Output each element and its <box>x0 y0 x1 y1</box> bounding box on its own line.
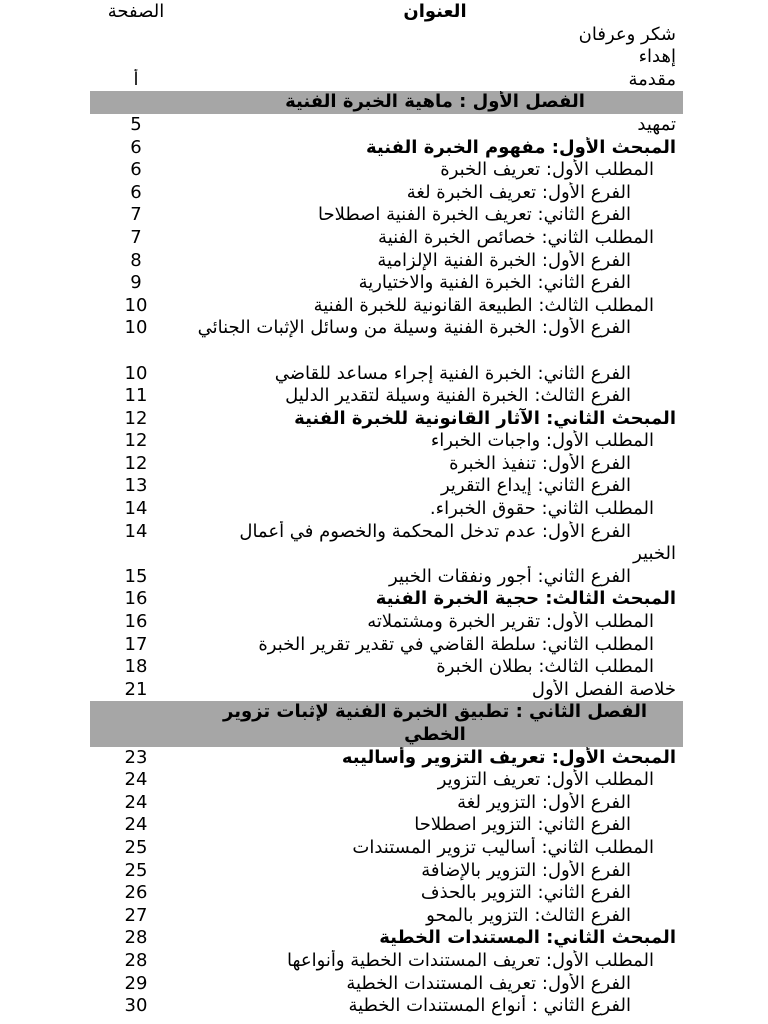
entry-page: 26 <box>124 882 148 904</box>
toc-entry <box>90 611 683 634</box>
toc-entry <box>90 204 683 227</box>
entry-page: 14 <box>124 498 148 520</box>
entry-page: 21 <box>124 678 148 700</box>
entry-page: 5 <box>130 113 142 135</box>
chapter-title: الفصل الأول : ماهية الخبرة الفنية <box>285 91 585 113</box>
entry-title: الفرع الثالث: التزوير بالمحو <box>426 904 631 926</box>
entry-page: 30 <box>124 995 148 1017</box>
entry-title: المطلب الأول: تعريف الخبرة <box>440 159 654 181</box>
entry-page: 23 <box>124 746 148 768</box>
toc-entry <box>90 679 683 702</box>
entry-title: المطلب الأول: واجبات الخبراء <box>430 430 654 452</box>
toc-entry <box>90 430 683 453</box>
entry-title: المطلب الثاني: حقوق الخبراء. <box>429 498 654 520</box>
toc-entry <box>90 521 683 566</box>
entry-title: المبحث الثاني: الآثار القانونية للخبرة الفنية <box>294 407 676 429</box>
entry-title: الفرع الأول: التزوير لغة <box>457 791 631 813</box>
entry-page: 8 <box>130 249 142 271</box>
entry-page: أ <box>133 68 139 90</box>
toc-entry <box>90 814 683 837</box>
entry-title: المطلب الثالث: الطبيعة القانونية للخبرة الفنية <box>313 294 654 316</box>
toc-entry <box>90 973 683 996</box>
entry-title: الفرع الأول: تعريف الخبرة لغة <box>406 181 631 203</box>
column-header-page: الصفحة <box>107 1 165 22</box>
entry-title: الفرع الأول: الخبرة الفنية وسيلة من وسائل الإثبات الجنائي <box>197 317 631 339</box>
entry-page: 10 <box>124 317 148 339</box>
toc-entry <box>90 317 683 362</box>
entry-title: المطلب الثالث: بطلان الخبرة <box>436 656 654 678</box>
entry-page: 9 <box>130 272 142 294</box>
entry-page: 12 <box>124 407 148 429</box>
toc-entry <box>90 995 683 1018</box>
entry-title: الفرع الثاني : أنواع المستندات الخطية <box>348 995 631 1017</box>
entry-page: 24 <box>124 791 148 813</box>
entry-title: المطلب الثاني: أساليب تزوير المستندات <box>352 836 654 858</box>
entry-page <box>90 46 182 69</box>
chapter-page-cell <box>90 91 182 114</box>
entry-title: المطلب الثاني: سلطة القاضي في تقدير تقرير الخبرة <box>258 633 654 655</box>
entry-page: 28 <box>124 949 148 971</box>
entry-title: مقدمة <box>628 68 676 90</box>
entry-page: 25 <box>124 859 148 881</box>
toc-header-row <box>90 1 683 24</box>
entry-title: الفرع الأول: تعريف المستندات الخطية <box>346 972 631 994</box>
toc-entry <box>90 295 683 318</box>
toc-entry <box>90 475 683 498</box>
entry-title: الفرع الثالث: الخبرة الفنية وسيلة لتقدير الدليل <box>285 385 631 407</box>
entry-title: الفرع الثاني: أجور ونفقات الخبير <box>389 565 631 587</box>
toc-entry <box>90 227 683 250</box>
toc-entry <box>90 385 683 408</box>
toc-entry <box>90 837 683 860</box>
toc-entry <box>90 882 683 905</box>
entry-title: الفرع الثاني: تعريف الخبرة الفنية اصطلاحا <box>317 204 631 226</box>
chapter-heading <box>90 91 683 114</box>
entry-page: 16 <box>124 611 148 633</box>
column-header-title: العنوان <box>403 1 467 22</box>
toc-entry <box>90 566 683 589</box>
entry-title: تمهيد <box>637 113 676 135</box>
toc-entry <box>90 408 683 431</box>
entry-title: خلاصة الفصل الأول <box>531 678 676 700</box>
entry-page: 29 <box>124 972 148 994</box>
entry-title: المبحث الأول: تعريف التزوير وأساليبه <box>341 746 676 768</box>
toc-entry <box>90 137 683 160</box>
entry-page: 6 <box>130 159 142 181</box>
entry-page: 24 <box>124 769 148 791</box>
toc-entry <box>90 46 683 69</box>
toc-entry <box>90 250 683 273</box>
toc-entry <box>90 634 683 657</box>
toc-entry <box>90 950 683 973</box>
entry-page: 10 <box>124 362 148 384</box>
toc-entry <box>90 769 683 792</box>
entry-title: الفرع الأول: تنفيذ الخبرة <box>449 452 631 474</box>
entry-title: المطلب الأول: تقرير الخبرة ومشتملاته <box>367 611 654 633</box>
chapter-page-cell <box>90 701 182 746</box>
entry-page: 25 <box>124 836 148 858</box>
toc-entry <box>90 927 683 950</box>
entry-title: الفرع الثاني: الخبرة الفنية والاختيارية <box>358 272 631 294</box>
entry-title: الفرع الثاني: الخبرة الفنية إجراء مساعد للقاضي <box>274 362 631 384</box>
toc-entry <box>90 588 683 611</box>
entry-title: المبحث الثالث: حجية الخبرة الفنية <box>375 588 676 610</box>
toc-entry <box>90 69 683 92</box>
entry-title: الفرع الثاني: التزوير اصطلاحا <box>414 814 631 836</box>
toc-entry <box>90 860 683 883</box>
entry-page: 10 <box>124 294 148 316</box>
entry-title: المطلب الأول: تعريف التزوير <box>437 769 654 791</box>
entry-page: 7 <box>130 226 142 248</box>
entry-page: 6 <box>130 136 142 158</box>
entry-title: المطلب الثاني: خصائص الخبرة الفنية <box>378 226 654 248</box>
entry-page: 7 <box>130 204 142 226</box>
entry-page: 17 <box>124 633 148 655</box>
table-of-contents <box>90 1 683 1018</box>
toc-entry <box>90 656 683 679</box>
entry-page: 27 <box>124 904 148 926</box>
entry-title: شكر وعرفان <box>578 23 676 45</box>
entry-page: 28 <box>124 927 148 949</box>
entry-page: 13 <box>124 475 148 497</box>
entry-page: 11 <box>124 385 148 407</box>
entry-page: 12 <box>124 430 148 452</box>
entry-page: 6 <box>130 181 142 203</box>
entry-title: الفرع الأول: عدم تدخل المحكمة والخصوم في أعمال الخبير <box>239 520 676 565</box>
toc-entry <box>90 498 683 521</box>
entry-title: الفرع الثاني: التزوير بالحذف <box>420 882 631 904</box>
toc-entry <box>90 272 683 295</box>
entry-title: المبحث الثاني: المستندات الخطية <box>379 927 676 949</box>
entry-title: الفرع الثاني: إيداع التقرير <box>440 475 631 497</box>
toc-entry <box>90 114 683 137</box>
entry-title: الفرع الأول: التزوير بالإضافة <box>421 859 631 881</box>
entry-page: 18 <box>124 656 148 678</box>
toc-entry <box>90 905 683 928</box>
entry-title: إهداء <box>638 46 676 68</box>
entry-page <box>90 24 182 47</box>
toc-entry <box>90 453 683 476</box>
entry-page: 12 <box>124 452 148 474</box>
entry-page: 15 <box>124 565 148 587</box>
toc-entry <box>90 792 683 815</box>
entry-page: 24 <box>124 814 148 836</box>
entry-page: 16 <box>124 588 148 610</box>
toc-entry <box>90 182 683 205</box>
chapter-title: الفصل الثاني : تطبيق الخبرة الفنية لإثبات تزوير الخطي <box>223 701 647 745</box>
entry-title: الفرع الأول: الخبرة الفنية الإلزامية <box>377 249 631 271</box>
toc-entry <box>90 159 683 182</box>
entry-title: المبحث الأول: مفهوم الخبرة الفنية <box>365 136 676 158</box>
toc-entry <box>90 24 683 47</box>
chapter-heading <box>90 701 683 746</box>
entry-page: 14 <box>124 520 148 542</box>
toc-entry <box>90 363 683 386</box>
entry-title: المطلب الأول: تعريف المستندات الخطية وأنواعها <box>287 949 654 971</box>
toc-entry <box>90 747 683 770</box>
